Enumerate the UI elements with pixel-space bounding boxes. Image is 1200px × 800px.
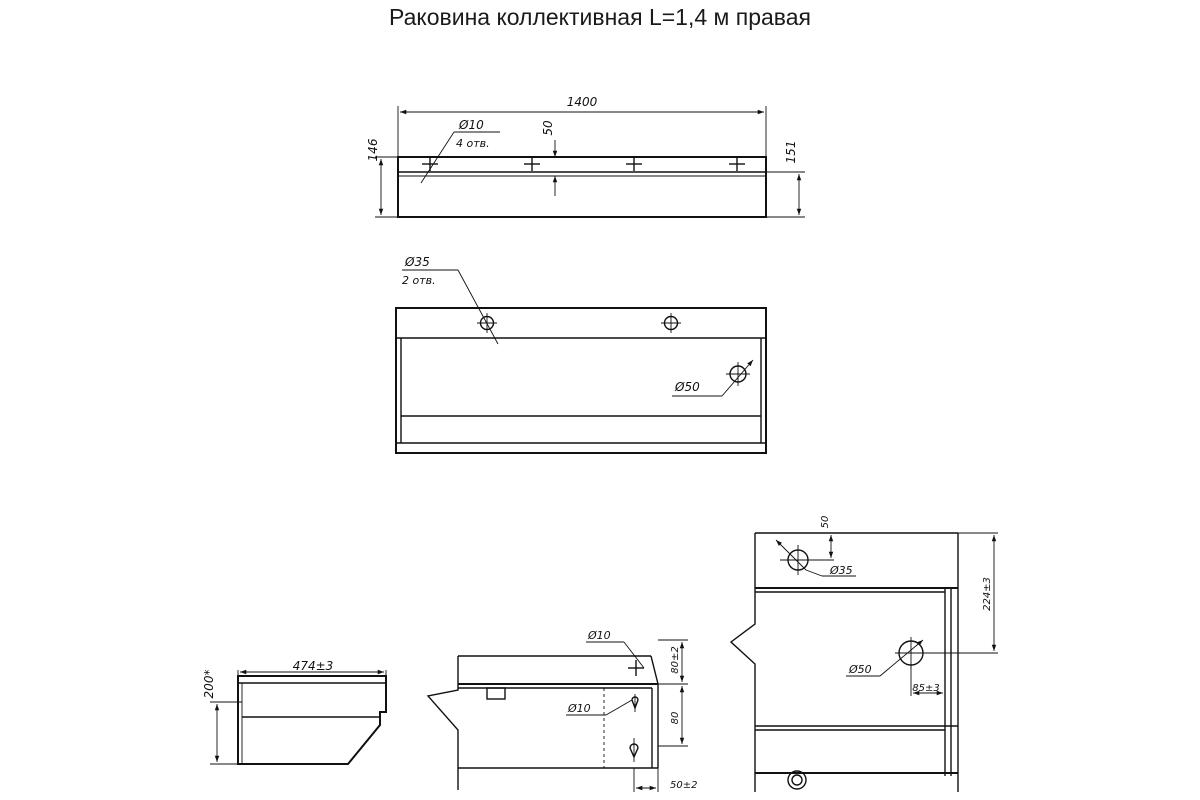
front-view: [396, 255, 766, 453]
hole-marker: [626, 157, 642, 171]
offset-dimension: 50: [541, 120, 555, 136]
section-hole-top: [628, 660, 644, 676]
side-width-dimension: 474±3: [292, 659, 334, 673]
length-dimension: 1400: [566, 95, 598, 109]
right-height-dimension: 151: [784, 140, 798, 164]
side-view: [202, 659, 386, 764]
hole-35-marker: [661, 313, 681, 333]
left-height-dimension: 146: [366, 138, 380, 162]
side-height-dimension: 200*: [202, 669, 216, 699]
section-dim-mid: 80: [670, 711, 681, 725]
mount-clip: [487, 688, 505, 699]
top-view-outline: [398, 157, 766, 217]
drain-label: Ø50: [675, 380, 700, 394]
section-dim-bottom: 50±2: [670, 780, 698, 791]
section-view: [428, 629, 697, 792]
section-hole-mid: [632, 694, 638, 712]
detail-drain-offset: 85±3: [912, 683, 940, 694]
section-hole-bottom: [630, 738, 638, 762]
section-hole-top-label: Ø10: [588, 629, 611, 642]
hole-marker: [729, 157, 745, 171]
detail-offset: 50: [820, 515, 831, 529]
detail-drain: [895, 637, 927, 669]
hole-35-label: Ø35: [405, 255, 430, 269]
detail-hole-label: Ø35: [830, 564, 853, 577]
hole-count-label: 4 отв.: [456, 137, 490, 150]
front-view-outline: [396, 308, 766, 453]
drain-marker: [726, 362, 750, 386]
side-view-outline: [238, 676, 386, 764]
hole-marker: [524, 157, 540, 171]
top-view: [366, 95, 805, 217]
section-dim-top: 80±2: [670, 646, 681, 674]
section-hole-mid-label: Ø10: [568, 702, 591, 715]
detail-height: 224±3: [982, 577, 993, 611]
page-title: Раковина коллективная L=1,4 м правая: [389, 4, 811, 30]
hole-35-count: 2 отв.: [402, 274, 436, 287]
hole-diameter-label: Ø10: [459, 118, 484, 132]
detail-drain-label: Ø50: [849, 663, 872, 676]
detail-view: [731, 516, 998, 792]
